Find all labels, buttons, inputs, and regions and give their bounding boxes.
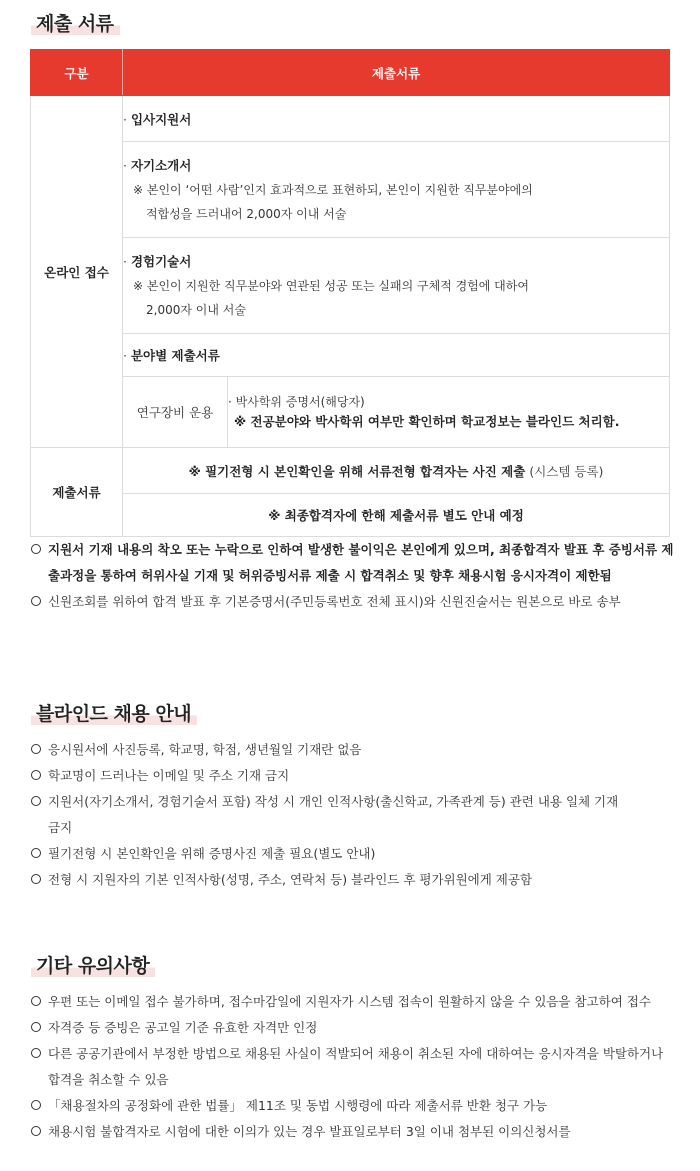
header-documents: 제출서류 [123,50,670,96]
doc-item-field [123,334,670,377]
list-item: 학교명이 드러나는 이메일 및 주소 기재 금지 [31,763,631,789]
list-item: 응시원서에 사진등록, 학교명, 학점, 생년월일 기재란 없음 [31,737,631,763]
doc-item-label: · 자기소개서 [123,154,669,178]
list-item: 다른 공공기관에서 부정한 방법으로 채용된 사실이 적발되어 채용이 취소된 자에 대하여는 응시자격을 박탈하거나 합격을 취소할 수 있음 [31,1041,671,1093]
list-item: 신원조회를 위하여 합격 발표 후 기본증명서(주민등록번호 전체 표시)와 신원진술서는 원본으로 바로 송부 [31,589,681,615]
table-row [31,334,670,377]
doc-item-application [123,96,670,142]
doc-item-note [123,178,669,226]
documents-table [30,49,670,537]
doc-item-experience [123,238,670,334]
blind-list [31,737,631,893]
list-item: 「채용절차의 공정화에 관한 법률」 제11조 및 동법 시행령에 따라 제출서류 반환 청구 가능 [31,1093,671,1119]
table-row [31,96,670,142]
doc-item-note [123,274,669,322]
table-row [31,448,670,494]
note-line: 적합성을 드러내어 2,000자 이내 서술 [146,206,347,221]
section-title-blind: 블라인드 채용 안내 [31,701,197,727]
table-row [31,494,670,537]
other-list [31,989,671,1145]
table-row [31,142,670,238]
field-note: ※ 전공분야와 박사학위 여부만 확인하며 학교정보는 블라인드 처리함. [234,414,620,429]
table-row [31,238,670,334]
list-item: 전형 시 지원자의 기본 인적사항(성명, 주소, 연락처 등) 블라인드 후 평가위원에게 제공함 [31,867,631,893]
note-line: 2,000자 이내 서술 [146,302,246,317]
documents-notes-list [31,537,681,615]
list-item: 자격증 등 증빙은 공고일 기준 유효한 자격만 인정 [31,1015,671,1041]
category-submit: 제출서류 [31,448,123,537]
doc-item-self-intro [123,142,670,238]
doc-item-label: · 경험기술서 [123,250,669,274]
category-online: 온라인 접수 [31,96,123,448]
header-category: 구분 [31,50,123,96]
list-item: 필기전형 시 본인확인을 위해 증명사진 제출 필요(별도 안내) [31,841,631,867]
note-line: ※ 본인이 ‘어떤 사람’인지 효과적으로 표현하되, 본인이 지원한 직무분야에의 [133,182,533,197]
doc-item-label: · 분야별 제출서류 [123,348,220,363]
submit-row-photo [123,448,670,494]
section-title-other: 기타 유의사항 [31,953,155,979]
submit-note: ※ 필기전형 시 본인확인을 위해 서류전형 합격자는 사진 제출 [188,463,526,479]
list-item: 우편 또는 이메일 접수 불가하며, 접수마감일에 지원자가 시스템 접속이 원활하지 않을 수 있음을 참고하여 접수 [31,989,671,1015]
field-docs [228,377,670,447]
section-title-documents: 제출 서류 [31,11,120,37]
list-item: 채용시험 불합격자로 시험에 대한 이의가 있는 경우 발표일로부터 3일 이내 첨부된 이의신청서를 [31,1119,671,1145]
table-header-row [31,50,670,96]
field-subtable [123,377,669,447]
submit-row-final: ※ 최종합격자에 한해 제출서류 별도 안내 예정 [123,494,670,537]
list-item: 지원서(자기소개서, 경험기술서 포함) 작성 시 개인 인적사항(출신학교, 가족관계 등) 관련 내용 일체 기재 금지 [31,789,631,841]
submit-note-sub: (시스템 등록) [525,463,604,479]
field-subtable-cell [123,377,670,448]
table-row [31,377,670,448]
field-name: 연구장비 운용 [123,377,228,447]
field-doc: · 박사학위 증명서(해당자) [228,395,365,409]
note-line: ※ 본인이 지원한 직무분야와 연관된 성공 또는 실패의 구체적 경험에 대하여 [133,278,529,293]
doc-item-label: · 입사지원서 [123,112,191,127]
list-item: 지원서 기재 내용의 착오 또는 누락으로 인하여 발생한 불이익은 본인에게 있으며, 최종합격자 발표 후 증빙서류 제출과정을 통하여 허위사실 기재 및 허위증빙서류 제출 시 합격취소 및 향후 채용시험 응시자격이 제한됨 [31,537,681,589]
